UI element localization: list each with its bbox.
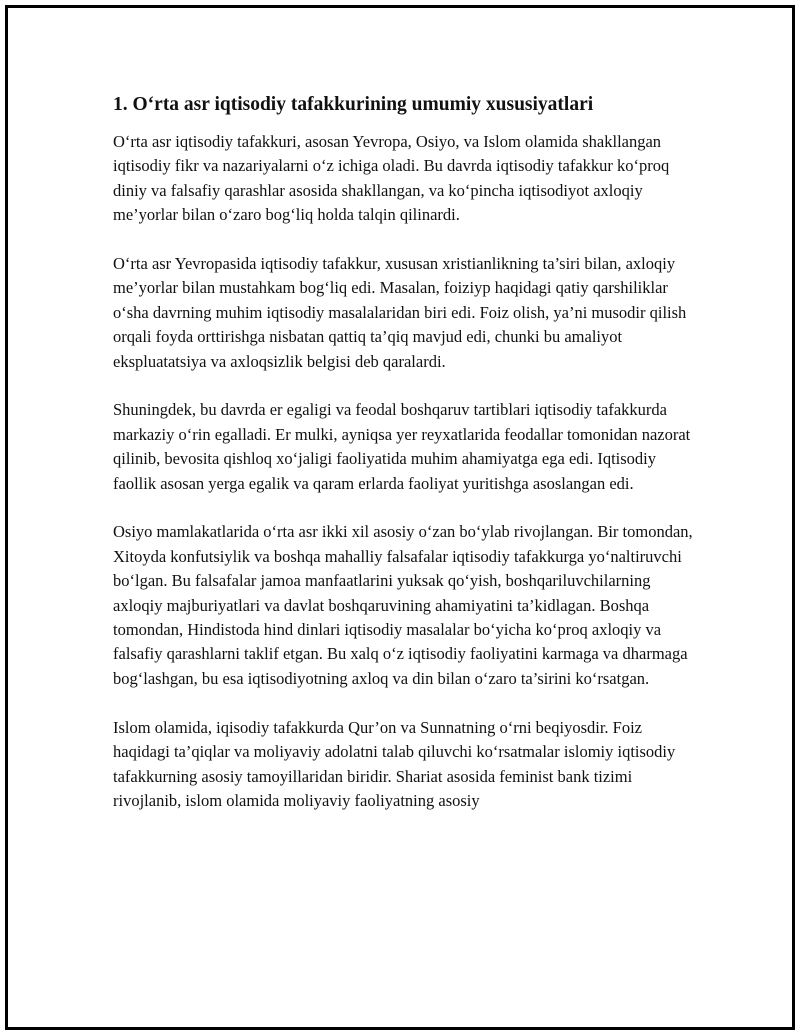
- document-body: [113, 92, 693, 838]
- paragraph-asia: Osiyo mamlakatlarida o‘rta asr ikki xil asosiy o‘zan bo‘ylab rivojlangan. Bir tomondan, Xitoyda konfutsiylik va boshqa mahalliy falsafalar iqtisodiy tafakkurga yo‘naltiruvchi bo‘lgan. Bu falsafalar jamoa manfaatlarini yuksak qo‘yish, boshqariluvchilarning axloqiy majburiyatlari va davlat boshqaruvining ahamiyatini ta’kidlagan. Boshqa tomondan, Hindistoda hind dinlari iqtisodiy masalalar bo‘yicha ko‘proq axloqiy va falsafiy qarashlarni taklif etgan. Bu xalq o‘z iqtisodiy faoliyatini karmaga va dharmaga bog‘lashgan, bu esa iqtisodiyotning axloq va din bilan o‘zaro ta’sirini ko‘rsatgan.: [113, 522, 693, 688]
- paragraph-intro: O‘rta asr iqtisodiy tafakkuri, asosan Yevropa, Osiyo, va Islom olamida shakllangan iqtisodiy fikr va nazariyalarni o‘z ichiga oladi. Bu davrda iqtisodiy tafakkur ko‘proq diniy va falsafiy qarashlar asosida shakllangan, va ko‘pincha iqtisodiyot axloqiy me’yorlar bilan o‘zaro bog‘liq holda talqin qilinardi.: [113, 132, 670, 225]
- paragraph-islam: Islom olamida, iqisodiy tafakkurda Qur’on va Sunnatning o‘rni beqiyosdir. Foiz haqidagi ta’qiqlar va moliyaviy adolatni talab qiluvchi ko‘rsatmalar islomiy iqtisodiy tafakkurning asosiy tamoyillaridan biridir. Shariat asosida feminist bank tizimi rivojlanib, islom olamida moliyaviy faoliyatning asosiy: [113, 717, 676, 810]
- paragraph-europe: O‘rta asr Yevropasida iqtisodiy tafakkur, xususan xristianlikning ta’siri bilan, axloqiy me’yorlar bilan mustahkam bog‘liq edi. Masalan, foiziyp haqidagi qatiy qarshiliklar o‘sha davrning muhim iqtisodiy masalalaridan biri edi. Foiz olish, ya’ni musodir qilish orqali foyda orttirishga nisbatan qattiq ta’qiq mavjud edi, chunki bu amaliyot ekspluatatsiya va axloqsizlik belgisi deb qaralardi.: [113, 254, 687, 371]
- paragraph-feudal: Shuningdek, bu davrda er egaligi va feodal boshqaruv tartiblari iqtisodiy tafakkurda markaziy o‘rin egalladi. Er mulki, ayniqsa yer reyxatlarida feodallar tomonidan nazorat qilinib, bevosita qishloq xo‘jaligi faoliyatida muhim ahamiyatga ega edi. Iqtisodiy faollik asosan yerga egalik va qaram erlarda faoliyat yuritishga asoslangan edi.: [113, 400, 691, 493]
- section-heading: 1. O‘rta asr iqtisodiy tafakkurining umumiy xususiyatlari: [113, 94, 594, 115]
